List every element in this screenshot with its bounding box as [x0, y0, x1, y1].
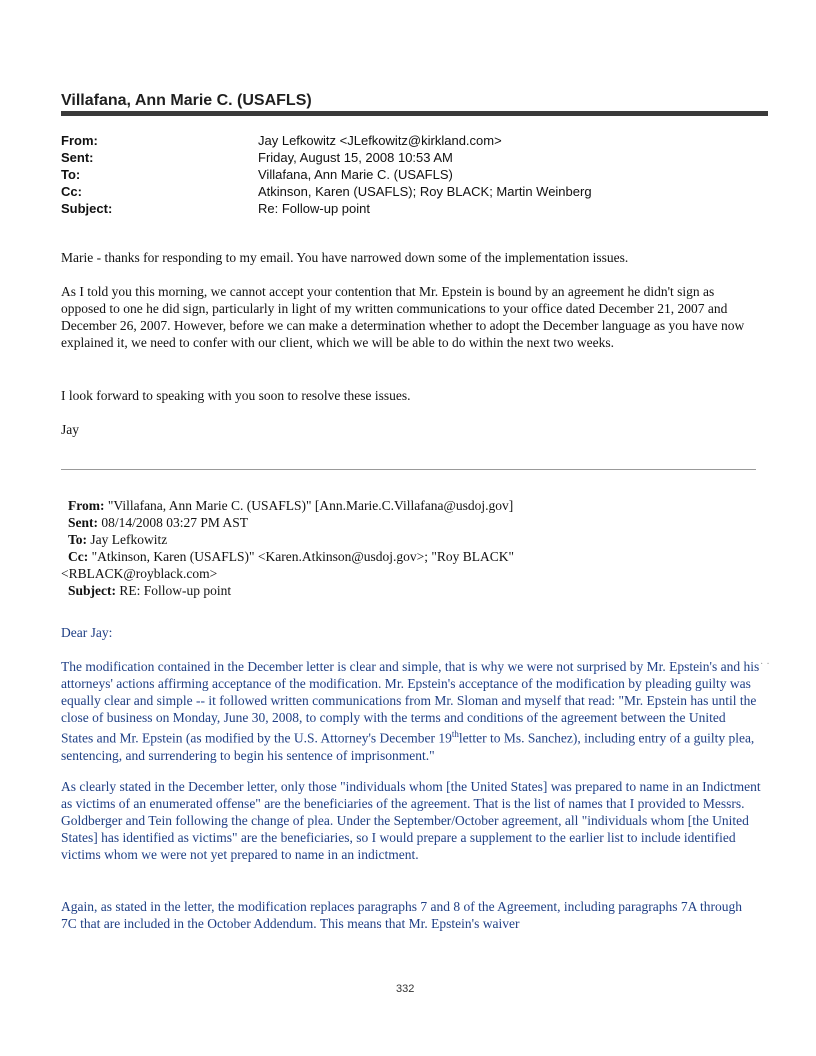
cc-label: Cc:: [61, 184, 82, 199]
quoted-from-line: [68, 497, 513, 514]
email-signature: [61, 421, 761, 438]
page-number: 332: [396, 983, 415, 995]
from-label: From:: [61, 133, 98, 148]
quoted-paragraph: [61, 778, 761, 863]
title-rule: [61, 111, 768, 116]
quoted-paragraph-text: [61, 658, 761, 764]
quoted-greeting: Dear Jay:: [61, 625, 113, 640]
body-paragraph: I look forward to speaking with you soon to resolve these issues.: [61, 388, 411, 403]
quoted-subject-value: RE: Follow-up point: [119, 583, 232, 598]
from-value: Jay Lefkowitz <JLefkowitz@kirkland.com>: [258, 133, 502, 148]
quoted-sent-value: 08/14/2008 03:27 PM AST: [101, 515, 249, 530]
quoted-paragraph-text: Again, as stated in the letter, the modification replaces paragraphs 7 and 8 of the Agreement, including paragraphs 7A through 7C that are included in the October Addendum. This means that Mr. Epstein's waiver: [61, 899, 742, 931]
email-body: [61, 283, 761, 351]
scan-artifact: ··: [760, 659, 773, 670]
quoted-to-label: To:: [68, 532, 88, 547]
quoted-cc-label: Cc:: [68, 549, 89, 564]
signature: Jay: [61, 422, 79, 437]
quoted-cc-continuation: <RBLACK@royblack.com>: [61, 566, 218, 581]
cc-value: Atkinson, Karen (USAFLS); Roy BLACK; Martin Weinberg: [258, 184, 592, 199]
quoted-cc-line: [68, 548, 514, 565]
subject-label: Subject:: [61, 201, 113, 216]
to-label: To:: [61, 167, 81, 182]
email-body: [61, 387, 761, 404]
body-paragraph: As I told you this morning, we cannot accept your contention that Mr. Epstein is bound by an agreement he didn't sign as opposed to one he did sign, particularly in light of my written communications to your office dated December 21, 2007 and December 26, 2007. However, before we can make a determination whether to adopt the December language as you have now explained it, we need to confer with our client, which we will be able to do within the next two weeks.: [61, 284, 745, 350]
quoted-paragraph: [61, 658, 761, 764]
quoted-p1-part-a: The modification contained in the December letter is clear and simple, that is why we were not surprised by Mr. Epstein's and his attorneys' actions affirming acceptance of the modification. Mr. Epstein's acceptance of the modification by pleading guilty was equally clear and simple -- it followed written communications from Mr. Sloman and myself that read: "Mr. Epstein has until the close of business on Monday, June 30, 2008, to comply with the terms and conditions of the agreement between the United States and Mr. Epstein (as modified by the U.S. Attorney's December 19: [61, 659, 760, 746]
separator-rule: [61, 469, 756, 470]
quoted-sent-label: Sent:: [68, 515, 98, 530]
superscript-th: th: [451, 729, 459, 739]
quoted-sent-line: [68, 514, 248, 531]
sent-value: Friday, August 15, 2008 10:53 AM: [258, 150, 453, 165]
sender-title: Villafana, Ann Marie C. (USAFLS): [61, 92, 312, 109]
quoted-to-value: Jay Lefkowitz: [90, 532, 168, 547]
email-body: [61, 249, 761, 266]
quoted-from-value: "Villafana, Ann Marie C. (USAFLS)" [Ann.Marie.C.Villafana@usdoj.gov]: [107, 498, 514, 513]
quoted-cc-value: "Atkinson, Karen (USAFLS)" <Karen.Atkinson@usdoj.gov>; "Roy BLACK": [91, 549, 515, 564]
subject-value: Re: Follow-up point: [258, 201, 370, 216]
quoted-subject-label: Subject:: [68, 583, 116, 598]
to-value: Villafana, Ann Marie C. (USAFLS): [258, 167, 453, 182]
quoted-paragraph: [61, 898, 761, 932]
quoted-p1-part-b: letter to Ms. Sanchez), including entry of a guilty plea, sentencing, and surrendering to begin his sentence of imprisonment.": [61, 730, 755, 763]
body-paragraph: Marie - thanks for responding to my email. You have narrowed down some of the implementation issues.: [61, 250, 629, 265]
quoted-from-label: From:: [68, 498, 105, 513]
sent-label: Sent:: [61, 150, 94, 165]
quoted-subject-line: [68, 582, 231, 599]
quoted-paragraph-text: As clearly stated in the December letter, only those "individuals whom [the United States] was prepared to name in an Indictment as victims of an enumerated offense" are the beneficiaries of the agreement. That is the list of names that I provided to Messrs. Goldberger and Tein following the change of plea. Under the September/October agreement, all "individuals whom [the United States] has identified as victims" are the beneficiaries, so I would prepare a supplement to the earlier list to include identified victims whom we were not yet prepared to name in an indictment.: [61, 779, 761, 862]
quoted-to-line: [68, 531, 167, 548]
